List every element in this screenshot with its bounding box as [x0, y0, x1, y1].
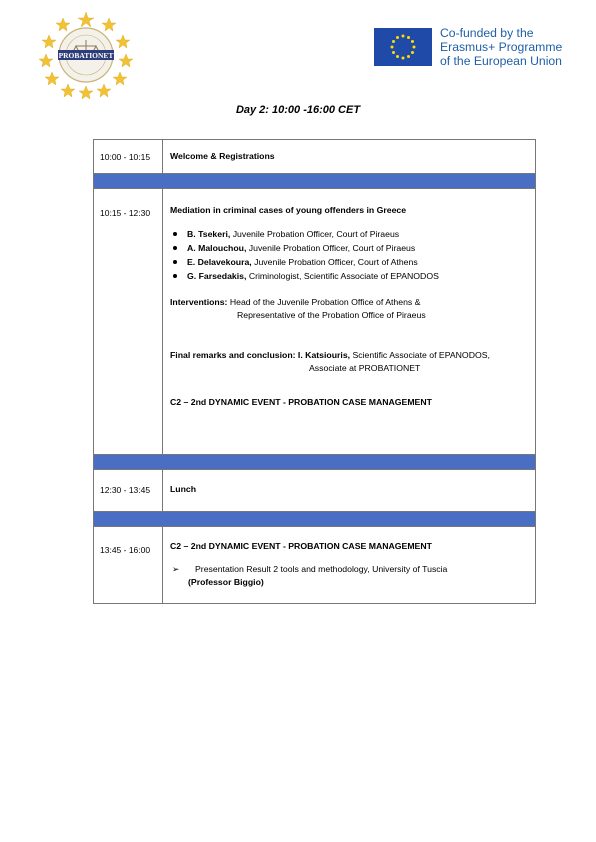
eu-cofunded-text: Co-funded by the Erasmus+ Programme of the European Union: [440, 26, 563, 68]
final-remarks-line: Final remarks and conclusion: I. Katsiouris, Scientific Associate of EPANODOS,: [170, 350, 490, 360]
schedule-row-session2: [94, 527, 535, 603]
eu-flag-icon: [374, 28, 432, 66]
row-time: 13:45 - 16:00: [94, 527, 163, 603]
session1-content: [163, 189, 535, 454]
speaker-list: [170, 227, 535, 283]
schedule-row-lunch: [94, 470, 535, 512]
bullet-icon: [173, 232, 177, 236]
row-separator: [94, 455, 535, 470]
row-separator: [94, 512, 535, 527]
probationet-seal-icon: [38, 10, 134, 100]
session2-content: [163, 527, 535, 603]
row-time: 12:30 - 13:45: [94, 470, 163, 511]
row-time: 10:00 - 10:15: [94, 140, 163, 173]
session2-item-line-2: (Professor Biggio): [188, 577, 264, 587]
interventions-line: Interventions: Head of the Juvenile Probation Office of Athens &: [170, 297, 421, 307]
session1-title: Mediation in criminal cases of young offenders in Greece: [170, 205, 407, 215]
arrow-bullet-icon: ➢: [172, 564, 180, 574]
list-item: E. Delavekoura, Juvenile Probation Officer, Court of Athens: [170, 255, 535, 269]
list-item: G. Farsedakis, Criminologist, Scientific Associate of EPANODOS: [170, 269, 535, 283]
row-title: Lunch: [170, 484, 197, 494]
session2-title: C2 – 2nd DYNAMIC EVENT - PROBATION CASE MANAGEMENT: [170, 541, 432, 551]
list-item: A. Malouchou, Juvenile Probation Officer, Court of Piraeus: [170, 241, 535, 255]
erasmus-logo: [374, 26, 564, 70]
schedule-row-session1: [94, 189, 535, 455]
interventions-line-2: Representative of the Probation Office of Piraeus: [237, 310, 426, 320]
bullet-icon: [173, 274, 177, 278]
bullet-icon: [173, 246, 177, 250]
final-remarks-line-2: Associate at PROBATIONET: [309, 363, 421, 373]
probationet-logo: [38, 10, 134, 100]
row-separator: [94, 174, 535, 189]
list-item: B. Tsekeri, Juvenile Probation Officer, Court of Piraeus: [170, 227, 535, 241]
session1-event: C2 – 2nd DYNAMIC EVENT - PROBATION CASE MANAGEMENT: [170, 397, 432, 407]
schedule-row-welcome: [94, 140, 535, 174]
bullet-icon: [173, 260, 177, 264]
schedule-table: [93, 139, 536, 604]
row-time: 10:15 - 12:30: [94, 189, 163, 454]
day-title: Day 2: 10:00 -16:00 CET: [235, 104, 361, 116]
session2-item: ➢ Presentation Result 2 tools and methodology, University of Tuscia: [172, 564, 448, 574]
row-title: Welcome & Registrations: [170, 151, 275, 161]
svg-text:PROBATIONET: PROBATIONET: [58, 51, 114, 60]
